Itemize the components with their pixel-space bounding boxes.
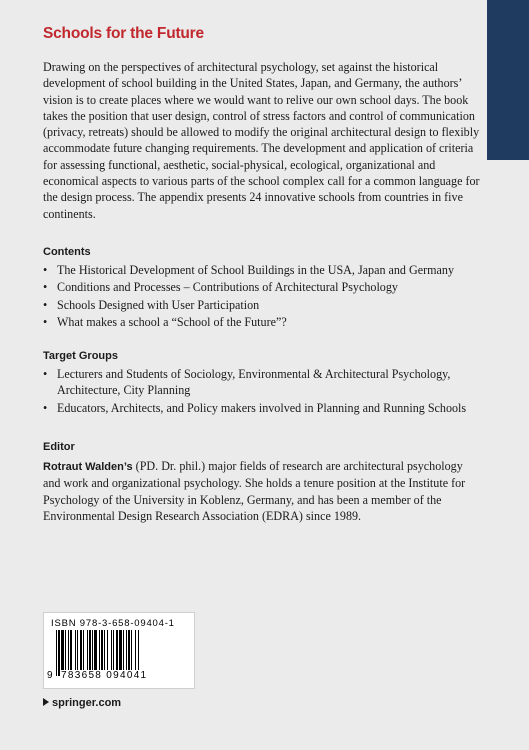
list-item: • Schools Designed with User Participation bbox=[43, 297, 260, 312]
editor-heading: Editor bbox=[43, 441, 75, 453]
isbn-barcode bbox=[43, 612, 195, 689]
list-item: • Conditions and Processes – Contributions of Architectural Psychology bbox=[43, 280, 398, 295]
editor-name: Rotraut Walden’s bbox=[43, 461, 133, 473]
list-item: • The Historical Development of School Buildings in the USA, Japan and Germany bbox=[43, 263, 455, 277]
list-item: • Lecturers and Students of Sociology, Environmental & Architectural Psychology, Architecture, City Planning bbox=[43, 367, 451, 398]
target-groups-list bbox=[43, 366, 483, 417]
book-description: Drawing on the perspectives of architectural psychology, set against the historical development of school building in the United States, Japan, and Germany, the authors’ vision is to create places where we would want to relive our own school days. The book takes the position that user design, control of stress factors and control of communication (privacy, retreats) should be allowed to modify the original architectural design to flexibly accommodate future changing requirements. The development and application of criteria for assessing functional, aesthetic, social-physical, ecological, organizational and economical aspects to various parts of the school complex call for a common language for the design process. The appendix presents 24 innovative schools from countries in five continents. bbox=[43, 60, 480, 221]
arrow-right-icon bbox=[43, 698, 49, 706]
target-groups-heading: Target Groups bbox=[43, 350, 118, 362]
editor-bio-text: (PD. Dr. phil.) major fields of research are architectural psychology and work and organizational psychology. She holds a tenure position at the Institute for Psychology of the University in Koblenz, Germany, and has been a member of the Environmental Design Research Association (EDRA) since 1989. bbox=[43, 459, 466, 523]
contents-list bbox=[43, 262, 483, 331]
publisher-link[interactable]: springer.com bbox=[43, 697, 121, 709]
barcode-bar bbox=[56, 630, 57, 676]
isbn-label: ISBN 978-3-658-09404-1 bbox=[51, 618, 175, 629]
editor-bio bbox=[43, 458, 483, 524]
list-item: • Educators, Architects, and Policy makers involved in Planning and Running Schools bbox=[43, 400, 467, 415]
contents-heading: Contents bbox=[43, 246, 91, 258]
list-item: • What makes a school a “School of the Future”? bbox=[43, 314, 287, 329]
book-title: Schools for the Future bbox=[43, 25, 204, 42]
cover-side-tab bbox=[487, 0, 529, 160]
barcode-first-digit: 9 bbox=[47, 670, 53, 681]
barcode-digits: 783658 094041 bbox=[61, 670, 148, 681]
